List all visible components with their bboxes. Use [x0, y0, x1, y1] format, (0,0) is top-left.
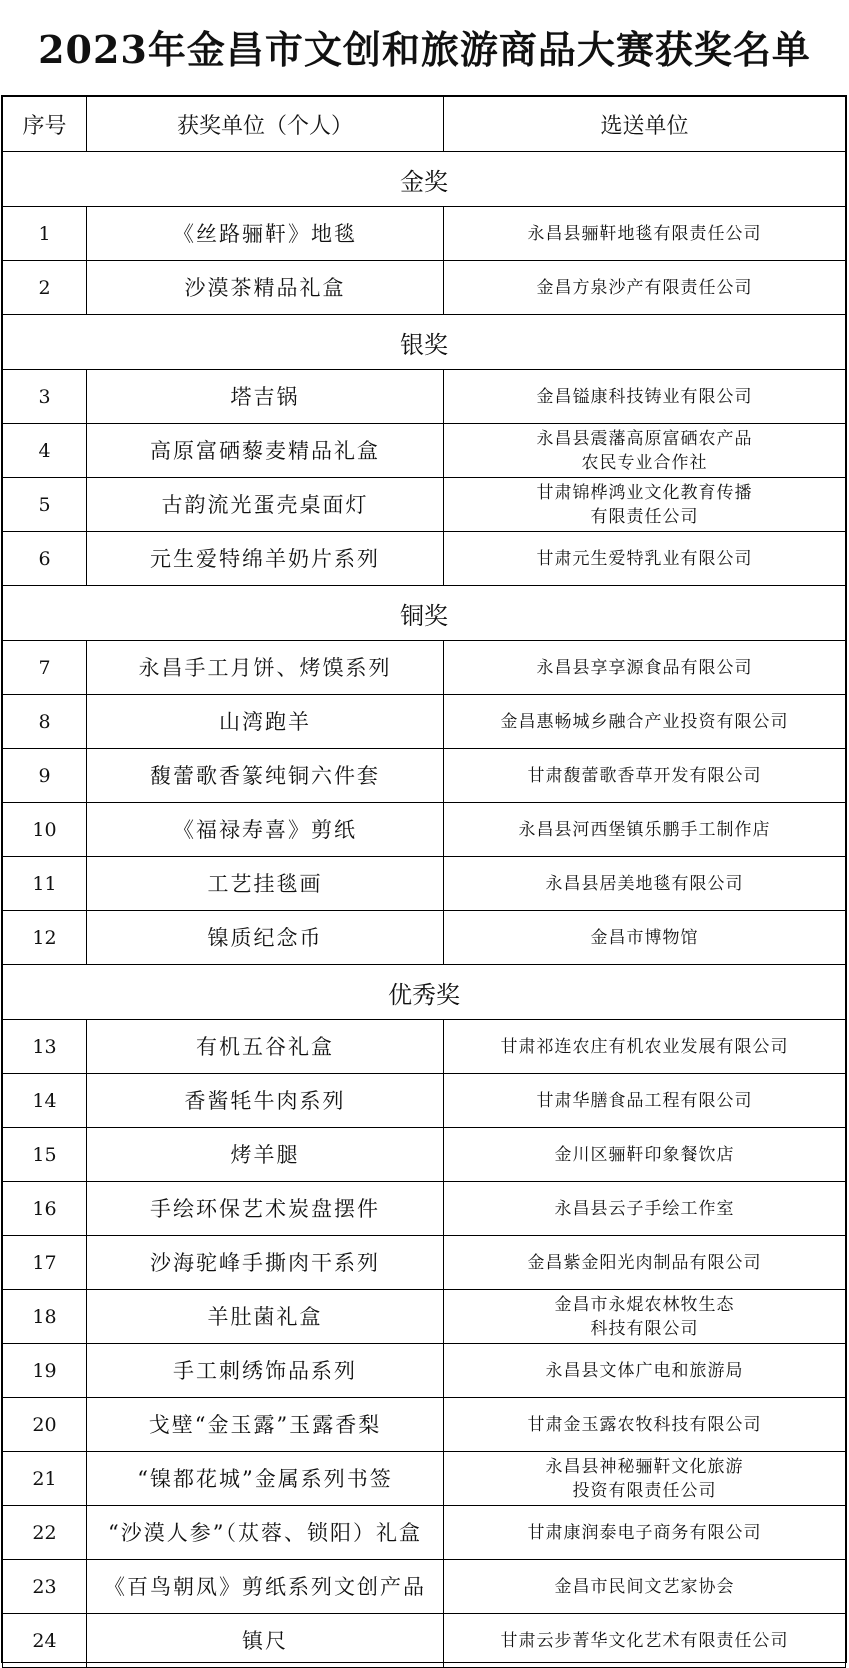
winner-name: 手绘环保艺术炭盘摆件 [87, 1182, 444, 1236]
winner-name: 手工刺绣饰品系列 [87, 1344, 444, 1398]
winner-name: 馥蕾歌香篆纯铜六件套 [87, 749, 444, 803]
section-row [3, 315, 846, 370]
row-number: 17 [3, 1236, 87, 1290]
award-table [2, 96, 846, 1668]
table-row [3, 478, 846, 532]
submitting-unit [444, 1560, 846, 1614]
section-row [3, 586, 846, 641]
row-number: 5 [3, 478, 87, 532]
submitting-unit-line: 甘肃馥蕾歌香草开发有限公司 [527, 765, 762, 786]
submitting-unit-line: 金昌方泉沙产有限责任公司 [536, 277, 753, 298]
row-number: 8 [3, 695, 87, 749]
row-number: 19 [3, 1344, 87, 1398]
submitting-unit-line: 甘肃祁连农庄有机农业发展有限公司 [500, 1036, 789, 1057]
submitting-unit-line: 农民专业合作社 [581, 452, 708, 473]
row-number: 14 [3, 1074, 87, 1128]
table-row [3, 911, 846, 965]
submitting-unit-line: 甘肃金玉露农牧科技有限公司 [527, 1414, 762, 1435]
submitting-unit [444, 695, 846, 749]
winner-name: 有机五谷礼盒 [87, 1020, 444, 1074]
winner-name: 高原富硒藜麦精品礼盒 [87, 424, 444, 478]
submitting-unit [444, 207, 846, 261]
submitting-unit [444, 1128, 846, 1182]
row-number: 4 [3, 424, 87, 478]
submitting-unit [444, 1398, 846, 1452]
table-row [3, 1506, 846, 1560]
section-label: 铜奖 [3, 586, 846, 641]
section-row [3, 152, 846, 207]
winner-name: 沙漠茶精品礼盒 [87, 261, 444, 315]
submitting-unit [444, 424, 846, 478]
winner-name: 戈壁“金玉露”玉露香梨 [87, 1398, 444, 1452]
row-number: 18 [3, 1290, 87, 1344]
submitting-unit-line: 甘肃元生爱特乳业有限公司 [536, 548, 753, 569]
row-number: 10 [3, 803, 87, 857]
submitting-unit [444, 1236, 846, 1290]
row-number: 13 [3, 1020, 87, 1074]
table-row [3, 424, 846, 478]
award-table-frame [1, 95, 847, 1663]
submitting-unit [444, 1452, 846, 1506]
winner-name: 山湾跑羊 [87, 695, 444, 749]
winner-name: 羊肚菌礼盒 [87, 1290, 444, 1344]
submitting-unit-line: 投资有限责任公司 [572, 1480, 717, 1501]
row-number: 16 [3, 1182, 87, 1236]
row-number: 20 [3, 1398, 87, 1452]
section-label: 优秀奖 [3, 965, 846, 1020]
submitting-unit [444, 1614, 846, 1668]
table-row [3, 1290, 846, 1344]
table-row [3, 1344, 846, 1398]
submitting-unit-line: 甘肃云步菁华文化艺术有限责任公司 [500, 1630, 789, 1651]
row-number: 23 [3, 1560, 87, 1614]
row-number: 15 [3, 1128, 87, 1182]
submitting-unit-line: 甘肃华膳食品工程有限公司 [536, 1090, 753, 1111]
row-number: 11 [3, 857, 87, 911]
submitting-unit-line: 金昌市永焜农林牧生态 [554, 1294, 735, 1315]
row-number: 1 [3, 207, 87, 261]
winner-name: 《丝路骊靬》地毯 [87, 207, 444, 261]
submitting-unit-line: 永昌县骊靬地毯有限责任公司 [527, 223, 762, 244]
winner-name: 永昌手工月饼、烤馍系列 [87, 641, 444, 695]
submitting-unit [444, 370, 846, 424]
submitting-unit-line: 永昌县震藩高原富硒农产品 [536, 428, 753, 449]
winner-name: 镍质纪念币 [87, 911, 444, 965]
section-row [3, 965, 846, 1020]
table-row [3, 1182, 846, 1236]
submitting-unit-line: 甘肃锦桦鸿业文化教育传播 [536, 482, 753, 503]
submitting-unit-line: 科技有限公司 [590, 1318, 699, 1339]
winner-name: 元生爱特绵羊奶片系列 [87, 532, 444, 586]
winner-name: 香酱牦牛肉系列 [87, 1074, 444, 1128]
header-no: 序号 [3, 97, 87, 152]
winner-name: “镍都花城”金属系列书签 [87, 1452, 444, 1506]
winner-name: 塔吉锅 [87, 370, 444, 424]
submitting-unit-line: 永昌县河西堡镇乐鹏手工制作店 [518, 819, 771, 840]
table-row [3, 695, 846, 749]
section-label: 银奖 [3, 315, 846, 370]
table-row [3, 857, 846, 911]
submitting-unit-line: 永昌县神秘骊靬文化旅游 [545, 1456, 744, 1477]
submitting-unit [444, 478, 846, 532]
submitting-unit [444, 749, 846, 803]
winner-name: 镇尺 [87, 1614, 444, 1668]
submitting-unit [444, 1290, 846, 1344]
winner-name: 烤羊腿 [87, 1128, 444, 1182]
winner-name: 《百鸟朝凤》剪纸系列文创产品 [87, 1560, 444, 1614]
page-title: 2023年金昌市文创和旅游商品大赛获奖名单 [38, 26, 811, 72]
submitting-unit-line: 金昌市博物馆 [590, 927, 699, 948]
row-number: 12 [3, 911, 87, 965]
submitting-unit-line: 甘肃康润泰电子商务有限公司 [527, 1522, 762, 1543]
row-number: 2 [3, 261, 87, 315]
table-row [3, 370, 846, 424]
header-winner: 获奖单位（个人） [87, 97, 444, 152]
table-row [3, 1452, 846, 1506]
submitting-unit [444, 1020, 846, 1074]
table-row [3, 1236, 846, 1290]
submitting-unit-line: 永昌县享享源食品有限公司 [536, 657, 753, 678]
table-row [3, 1614, 846, 1668]
submitting-unit [444, 803, 846, 857]
submitting-unit [444, 1344, 846, 1398]
header-submitter: 选送单位 [444, 97, 846, 152]
table-row [3, 1128, 846, 1182]
row-number: 24 [3, 1614, 87, 1668]
submitting-unit-line: 金川区骊靬印象餐饮店 [554, 1144, 735, 1165]
submitting-unit-line: 金昌惠畅城乡融合产业投资有限公司 [500, 711, 789, 732]
table-row [3, 1560, 846, 1614]
submitting-unit [444, 857, 846, 911]
table-row [3, 749, 846, 803]
submitting-unit [444, 911, 846, 965]
submitting-unit-line: 永昌县居美地毯有限公司 [545, 873, 744, 894]
table-row [3, 207, 846, 261]
submitting-unit-line: 永昌县云子手绘工作室 [554, 1198, 735, 1219]
winner-name: 《福禄寿喜》剪纸 [87, 803, 444, 857]
submitting-unit [444, 1506, 846, 1560]
table-row [3, 1074, 846, 1128]
submitting-unit [444, 532, 846, 586]
submitting-unit [444, 1074, 846, 1128]
row-number: 21 [3, 1452, 87, 1506]
submitting-unit-line: 金昌紫金阳光肉制品有限公司 [527, 1252, 762, 1273]
submitting-unit [444, 261, 846, 315]
winner-name: 工艺挂毯画 [87, 857, 444, 911]
submitting-unit-line: 金昌镒康科技铸业有限公司 [536, 386, 753, 407]
table-row [3, 532, 846, 586]
section-label: 金奖 [3, 152, 846, 207]
table-header-row [3, 97, 846, 152]
row-number: 22 [3, 1506, 87, 1560]
table-row [3, 1398, 846, 1452]
winner-name: 沙海驼峰手撕肉干系列 [87, 1236, 444, 1290]
row-number: 9 [3, 749, 87, 803]
submitting-unit-line: 金昌市民间文艺家协会 [554, 1576, 735, 1597]
table-row [3, 1020, 846, 1074]
table-row [3, 641, 846, 695]
submitting-unit [444, 1182, 846, 1236]
winner-name: 古韵流光蛋壳桌面灯 [87, 478, 444, 532]
table-row [3, 803, 846, 857]
row-number: 3 [3, 370, 87, 424]
submitting-unit-line: 有限责任公司 [590, 506, 699, 527]
submitting-unit [444, 641, 846, 695]
row-number: 7 [3, 641, 87, 695]
winner-name: “沙漠人参”（苁蓉、锁阳）礼盒 [87, 1506, 444, 1560]
table-row [3, 261, 846, 315]
submitting-unit-line: 永昌县文体广电和旅游局 [545, 1360, 744, 1381]
row-number: 6 [3, 532, 87, 586]
